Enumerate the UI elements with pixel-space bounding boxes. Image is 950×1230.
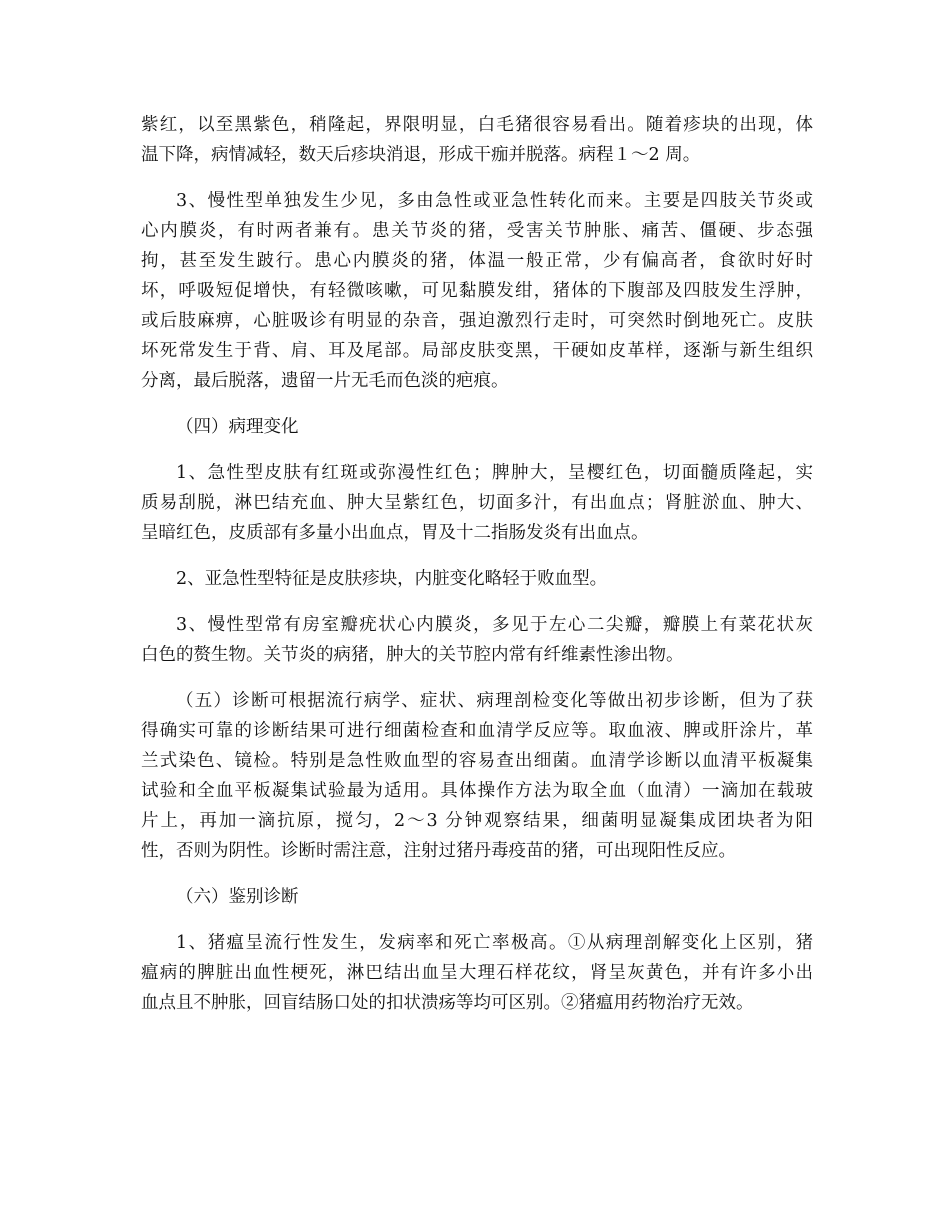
section-heading: （四）病理变化 — [176, 417, 299, 437]
text-line: 血点且不肿胀，回盲结肠口处的扣状溃疡等均可区别。②猪瘟用药物治疗无效。 — [141, 993, 754, 1013]
text-line: 3、慢性型常有房室瓣疣状心内膜炎，多见于左心二尖瓣，瓣膜上有菜花状灰 — [176, 615, 813, 635]
paragraph-chronic-type — [141, 186, 813, 396]
text-line: 兰式染色、镜检。特别是急性败血型的容易查出细菌。血清学诊断以血清平板凝集 — [141, 751, 813, 771]
text-line: 或后肢麻痹，心脏吸诊有明显的杂音，强迫激烈行走时，可突然时倒地死亡。皮肤 — [141, 311, 813, 331]
text-line: 瘟病的脾脏出血性梗死，淋巴结出血呈大理石样花纹，肾呈灰黄色，并有许多小出 — [141, 963, 813, 983]
section-heading-pathology — [141, 412, 813, 442]
text-line: 呈暗红色，皮质部有多量小出血点，胃及十二指肠发炎有出血点。 — [141, 523, 649, 543]
paragraph-pathology-chronic — [141, 610, 813, 670]
text-line: 坏死常发生于背、肩、耳及尾部。局部皮肤变黑，干硬如皮革样，逐渐与新生组织 — [141, 341, 813, 361]
text-line: 温下降，病情减轻，数天后疹块消退，形成干痂并脱落。病程１～2 周。 — [141, 145, 701, 165]
text-line: 片上，再加一滴抗原，搅匀，2～3 分钟观察结果，细菌明显凝集成团块者为阳 — [141, 811, 813, 831]
document-page — [141, 110, 813, 1018]
text-line: 性，否则为阴性。诊断时需注意，注射过猪丹毒疫苗的猪，可出现阳性反应。 — [141, 841, 736, 861]
text-line: 拘，甚至发生跛行。患心内膜炎的猪，体温一般正常，少有偏高者，食欲时好时 — [141, 251, 813, 271]
text-line: 分离，最后脱落，遗留一片无毛而色淡的疤痕。 — [141, 371, 509, 391]
text-line: 紫红，以至黑紫色，稍隆起，界限明显，白毛猪很容易看出。随着疹块的出现，体 — [141, 115, 813, 135]
text-line: 坏，呼吸短促增快，有轻微咳嗽，可见黏膜发绀，猪体的下腹部及四肢发生浮肿， — [141, 281, 813, 301]
paragraph-skin-lesions-end — [141, 110, 813, 170]
paragraph-diagnosis — [141, 686, 813, 866]
paragraph-differential-1 — [141, 928, 813, 1018]
paragraph-pathology-acute — [141, 458, 813, 548]
section-heading-differential — [141, 882, 813, 912]
text-line: 心内膜炎，有时两者兼有。患关节炎的猪，受害关节肿胀、痛苦、僵硬、步态强 — [141, 221, 813, 241]
text-line: 白色的赘生物。关节炎的病猪，肿大的关节腔内常有纤维素性渗出物。 — [141, 645, 684, 665]
text-line: （五）诊断可根据流行病学、症状、病理剖检变化等做出初步诊断，但为了获 — [176, 691, 813, 711]
section-heading: （六）鉴别诊断 — [176, 887, 299, 907]
text-line: 2、亚急性型特征是皮肤疹块，内脏变化略轻于败血型。 — [176, 569, 608, 589]
text-line: 3、慢性型单独发生少见，多由急性或亚急性转化而来。主要是四肢关节炎或 — [176, 191, 813, 211]
text-line: 得确实可靠的诊断结果可进行细菌检查和血清学反应等。取血液、脾或肝涂片，革 — [141, 721, 813, 741]
text-line: 1、急性型皮肤有红斑或弥漫性红色；脾肿大，呈樱红色，切面髓质隆起，实 — [176, 463, 813, 483]
paragraph-pathology-subacute — [141, 564, 813, 594]
text-line: 试验和全血平板凝集试验最为适用。具体操作方法为取全血（血清）一滴加在载玻 — [141, 781, 813, 801]
text-line: 1、猪瘟呈流行性发生，发病率和死亡率极高。①从病理剖解变化上区别，猪 — [176, 933, 813, 953]
text-line: 质易刮脱，淋巴结充血、肿大呈紫红色，切面多汁，有出血点；肾脏淤血、肿大、 — [141, 493, 813, 513]
